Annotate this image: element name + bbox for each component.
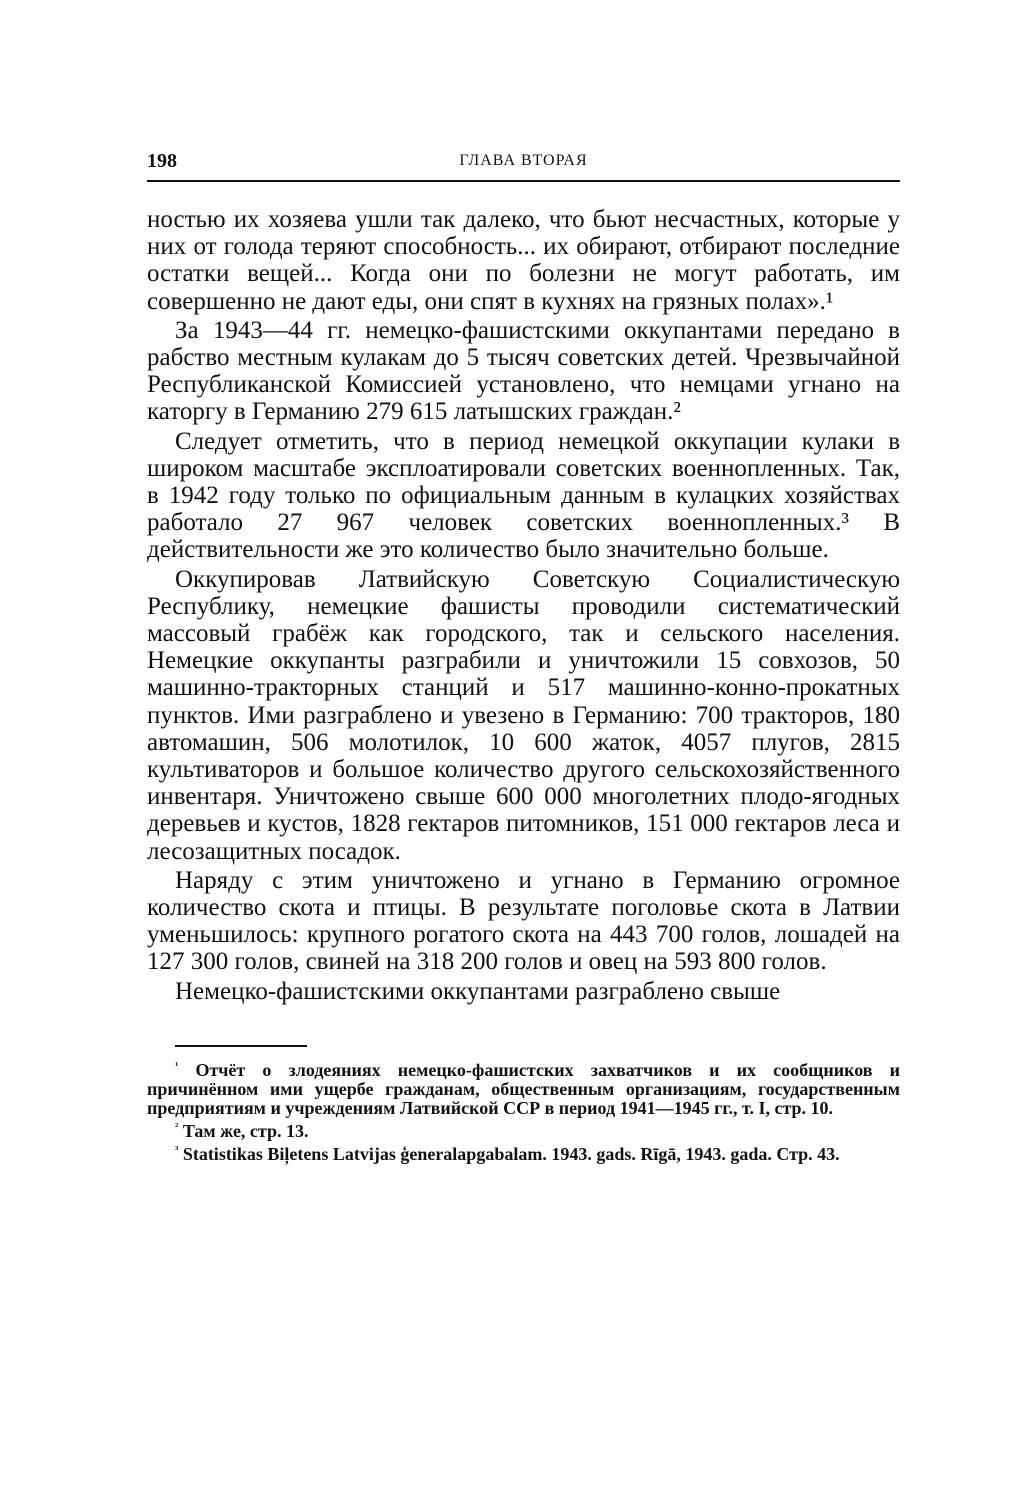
footnote xyxy=(147,1057,900,1118)
page-header xyxy=(147,150,900,182)
page-number: 198 xyxy=(147,150,177,172)
book-page xyxy=(147,150,900,1164)
footnote xyxy=(147,1118,900,1141)
paragraph: Наряду с этим уничтожено и угнано в Германию огромное количество скота и птицы. В результате поголовье скота в Латвии уменьшилось: крупного рогатого скота на 443 700 голов, лошадей на 127 300 голов, свиней на 318 200 голов и овец на 593 800 голов. xyxy=(147,866,900,976)
running-head: ГЛАВА ВТОРАЯ xyxy=(459,152,588,169)
paragraph: Следует отметить, что в период немецкой оккупации кулаки в широком масштабе эксплоатировали советских военнопленных. Так, в 1942 году только по официальным данным в кулацких хозяйствах работало 27 967 человек советских военнопленных.³ В действительности же это количество было значительно больше. xyxy=(147,427,900,564)
paragraph: Оккупировав Латвийскую Советскую Социалистическую Республику, немецкие фашисты проводили систематический массовый грабёж как городского, так и сельского населения. Немецкие оккупанты разграбили и уничтожили 15 совхозов, 50 машинно-тракторных станций и 517 машинно-конно-прокатных пунктов. Ими разграблено и увезено в Германию: 700 тракторов, 180 автомашин, 506 молотилок, 10 600 жаток, 4057 плугов, 2815 культиваторов и большое количество другого сельскохозяйственного инвентаря. Уничтожено свыше 600 000 многолетних плодо-ягодных деревьев и кустов, 1828 гектаров питомников, 151 000 гектаров леса и лесозащитных посадок. xyxy=(147,565,900,865)
footnote-mark: ¹ xyxy=(175,1059,179,1072)
footnote xyxy=(147,1141,900,1164)
footnote-text: Там же, стр. 13. xyxy=(182,1120,309,1141)
footnote-divider xyxy=(175,1045,307,1047)
paragraph: За 1943—44 гг. немецко-фашистскими оккупантами передано в рабство местным кулакам до 5 тысяч советских детей. Чрезвычайной Республиканской Комиссией установлено, что немцами угнано на каторгу в Германию 279 615 латышских граждан.² xyxy=(147,316,900,426)
footnote-text: Statistikas Biļetens Latvijas ģeneralapgabalam. 1943. gads. Rīgā, 1943. gada. Стр. 43. xyxy=(182,1143,840,1164)
footnote-text: Отчёт о злодеяниях немецко-фашистских захватчиков и их сообщников и причинённом ими ущербе гражданам, общественным организациям, государственным предприятиям и учреждениям Латвийской ССР в период 1941—1945 гг., т. I, стр. 10. xyxy=(147,1059,900,1118)
footnotes xyxy=(147,1057,900,1164)
paragraph: ностью их хозяева ушли так далеко, что бьют несчастных, которые у них от голода теряют способность... их обирают, отбирают последние остатки вещей... Когда они по болезни не могут работать, им совершенно не дают еды, они спят в кухнях на грязных полах».¹ xyxy=(147,206,900,315)
paragraph: Немецко-фашистскими оккупантами разграблено свыше xyxy=(175,977,781,1005)
body-text xyxy=(147,206,900,1005)
footnote-mark: ³ xyxy=(175,1143,179,1156)
footnote-mark: ² xyxy=(175,1120,179,1133)
